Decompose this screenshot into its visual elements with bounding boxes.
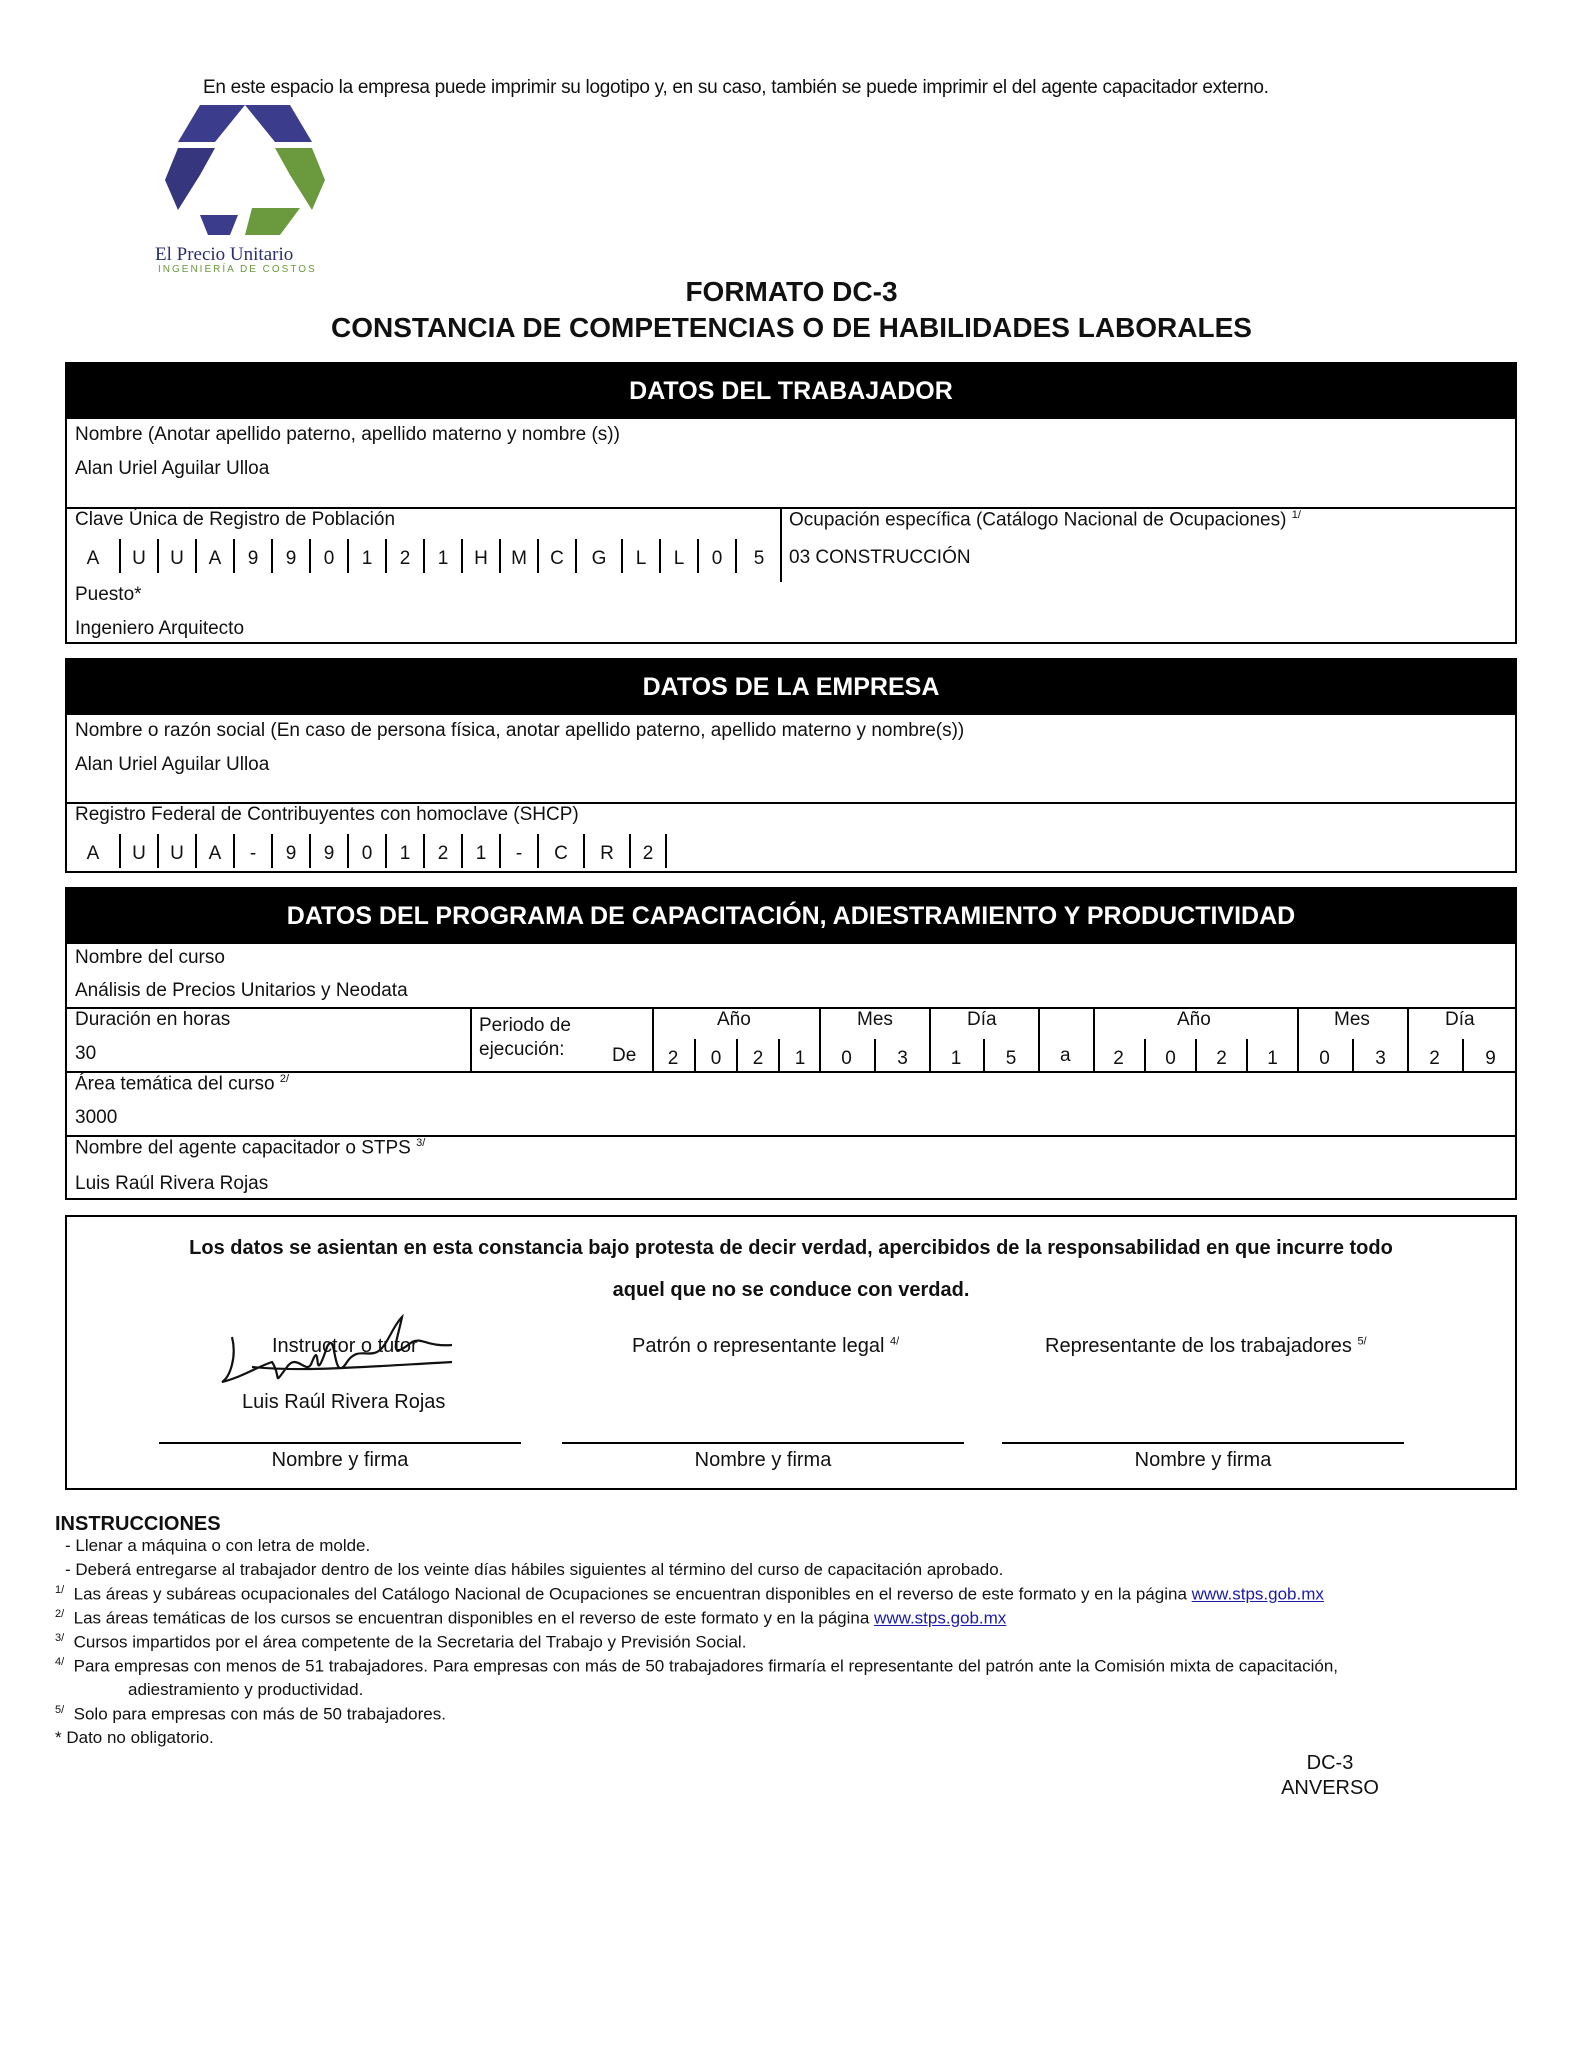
area-label: Área temática del curso $^{2/}$ [75,1073,290,1095]
area-row [67,1071,1515,1135]
char-box: 2 [736,1039,778,1071]
char-box: A [86,843,100,864]
char-box: 1 [347,539,385,573]
logo-hex-segment [275,148,325,210]
nota-4: $^{4/}$ Para empresas con menos de 51 trabajadores. Para empresas con más de 50 trabajadores firmaría el representante del patrón ante la Comisión mixta de capacitación, [55,1656,1338,1676]
section-heading: DATOS DEL PROGRAMA DE CAPACITACIÓN, ADIESTRAMIENTO Y PRODUCTIVIDAD [67,889,1515,944]
footer-form-code: DC-3 [1306,1752,1354,1774]
char-box: 1 [950,1048,962,1069]
signature-section [65,1215,1517,1490]
char-box: U [119,834,157,868]
char-box: H [461,539,499,573]
fin-anio-label: Año [1177,1009,1211,1030]
curp-row [67,507,1515,582]
section-empresa [65,658,1517,873]
a-label: a [1060,1045,1071,1066]
inicio-anio-boxes [652,1039,820,1073]
section-heading: DATOS DEL TRABAJADOR [67,364,1515,419]
patron-label: Patrón o representante legal $^{4/}$ [632,1335,900,1357]
razon-social-label: Nombre o razón social (En caso de persona física, anotar apellido paterno, apellido materno y nombre(s)) [75,720,965,741]
char-box: 9 [233,539,271,573]
area-value: 3000 [75,1107,118,1128]
section-trabajador [65,362,1517,644]
instrucciones-title: INSTRUCCIONES [55,1513,221,1535]
fin-mes-label: Mes [1334,1009,1370,1030]
nota-2: $^{2/}$ Las áreas temáticas de los cursos se encuentran disponibles en el reverso de este formato y en la página www.stps.gob.mx [55,1608,1007,1628]
char-box: 9 [271,539,309,573]
duracion-value: 30 [75,1043,97,1064]
instruccion-item: - Deberá entregarse al trabajador dentro de los veinte días hábiles siguientes al término del curso de capacitación aprobado. [65,1560,1004,1579]
rfc-row [67,802,1515,873]
inicio-dia-boxes [929,1039,1037,1073]
nota-5: $^{5/}$ Solo para empresas con más de 50 trabajadores. [55,1704,446,1724]
logo-hex-segment [178,105,245,142]
char-box: 2 [1195,1039,1246,1071]
puesto-value: Ingeniero Arquitecto [75,618,245,639]
char-box: 5 [983,1039,1037,1071]
logo-hex-segment [165,148,215,210]
nota-1: $^{1/}$ Las áreas y subáreas ocupacionales del Catálogo Nacional de Ocupaciones se encuentran disponibles en el reverso de este formato y en la página www.stps.gob.mx [55,1584,1324,1604]
char-box: 3 [1352,1039,1407,1071]
nombre-label: Nombre (Anotar apellido paterno, apellido materno y nombre (s)) [75,424,620,445]
curso-label: Nombre del curso [75,947,225,968]
fin-dia-label: Día [1445,1009,1475,1030]
agente-value: Luis Raúl Rivera Rojas [75,1173,269,1194]
logo-hex-segment [245,208,300,235]
char-box: 0 [694,1039,736,1071]
footer-side: ANVERSO [1281,1777,1379,1799]
char-box: 2 [1113,1048,1124,1069]
inicio-dia-label: Día [967,1009,997,1030]
char-box: 1 [423,539,461,573]
nombre-firma-2: Nombre y firma [694,1449,832,1471]
duracion-periodo-row [67,1007,1515,1073]
puesto-label: Puesto* [75,584,142,605]
ocupacion-label: Ocupación específica (Catálogo Nacional de Ocupaciones) $^{1/}$ [789,509,1301,531]
char-box: - [233,834,271,868]
logo-tagline: INGENIERÍA DE COSTOS [158,264,317,275]
char-box: 9 [1462,1039,1517,1071]
de-label: De [612,1045,637,1066]
curp-boxes [67,539,781,573]
logo-hex-segment [200,215,238,235]
header-note: En este espacio la empresa puede imprimir su logotipo y, en su caso, también se puede imprimir el del agente capacitador externo. [203,77,1269,98]
instructor-name: Luis Raúl Rivera Rojas [242,1391,446,1413]
char-box: A [195,539,233,573]
char-box: 0 [697,539,735,573]
char-box: 1 [1246,1039,1297,1071]
fin-mes-boxes [1297,1039,1407,1073]
char-box: 3 [874,1039,929,1071]
char-box: 0 [1144,1039,1195,1071]
char-box: U [157,834,195,868]
periodo-label-1: Periodo de [479,1015,571,1036]
char-box: 2 [385,539,423,573]
inicio-mes-label: Mes [857,1009,893,1030]
char-box: 2 [629,834,667,868]
char-box: 2 [423,834,461,868]
ocupacion-value: 03 CONSTRUCCIÓN [789,547,971,568]
section-programa [65,887,1517,1200]
form-subtitle: CONSTANCIA DE COMPETENCIAS O DE HABILIDADES LABORALES [331,312,1252,343]
logo-name: El Precio Unitario [155,244,294,265]
duracion-label: Duración en horas [75,1009,231,1030]
char-box: 9 [271,834,309,868]
razon-social-value: Alan Uriel Aguilar Ulloa [75,754,270,775]
char-box: 1 [385,834,423,868]
protesta-line-1: Los datos se asientan en esta constancia bajo protesta de decir verdad, apercibidos de la responsabilidad en que incurre todo [189,1237,1393,1259]
form-title: FORMATO DC-3 [685,276,898,307]
char-box: 1 [461,834,499,868]
stps-link[interactable]: www.stps.gob.mx [874,1608,1007,1628]
representante-label: Representante de los trabajadores $^{5/}$ [1045,1335,1367,1357]
periodo-label-2: ejecución: [479,1039,565,1060]
logo-hex-segment [245,105,312,142]
protesta-line-2: aquel que no se conduce con verdad. [612,1279,970,1301]
char-box: 9 [309,834,347,868]
fin-anio-boxes [1093,1039,1297,1073]
fin-dia-boxes [1407,1039,1517,1073]
instructor-signature [212,1307,472,1407]
curp-label: Clave Única de Registro de Población [75,509,396,530]
rfc-boxes [67,834,667,868]
nombre-firma-3: Nombre y firma [1134,1449,1272,1471]
char-box: M [499,539,537,573]
char-box: U [157,539,195,573]
char-box: 0 [347,834,385,868]
char-box: 0 [841,1048,852,1069]
char-box: 0 [1319,1048,1330,1069]
char-box: L [659,539,697,573]
char-box: C [537,539,575,573]
char-box: L [621,539,659,573]
rfc-label: Registro Federal de Contribuyentes con homoclave (SHCP) [75,804,579,825]
nota-3: $^{3/}$ Cursos impartidos por el área competente de la Secretaria del Trabajo y Previsión Social. [55,1632,747,1652]
instruccion-item: - Llenar a máquina o con letra de molde. [65,1536,371,1555]
char-box: C [537,834,583,868]
char-box: A [195,834,233,868]
agente-row [67,1135,1515,1200]
dato-no-obligatorio: * Dato no obligatorio. [55,1728,214,1747]
char-box: 2 [1429,1048,1440,1069]
char-box: 0 [309,539,347,573]
char-box: 5 [735,539,781,573]
char-box: G [575,539,621,573]
curso-value: Análisis de Precios Unitarios y Neodata [75,980,408,1001]
char-box: - [499,834,537,868]
char-box: R [583,834,629,868]
inicio-anio-label: Año [717,1009,751,1030]
nota-4-cont: adiestramiento y productividad. [128,1680,364,1699]
stps-link[interactable]: www.stps.gob.mx [1191,1584,1324,1604]
puesto-row [67,574,1515,644]
nombre-firma-1: Nombre y firma [271,1449,409,1471]
inicio-mes-boxes [819,1039,929,1073]
agente-label: Nombre del agente capacitador o STPS $^{3/}$ [75,1137,426,1159]
char-box: 2 [667,1048,679,1069]
nombre-value: Alan Uriel Aguilar Ulloa [75,458,270,479]
char-box: U [119,539,157,573]
char-box: A [86,548,100,569]
section-heading: DATOS DE LA EMPRESA [67,660,1515,715]
instructor-label: Instructor o tutor [272,1335,418,1357]
char-box: 1 [778,1039,820,1071]
